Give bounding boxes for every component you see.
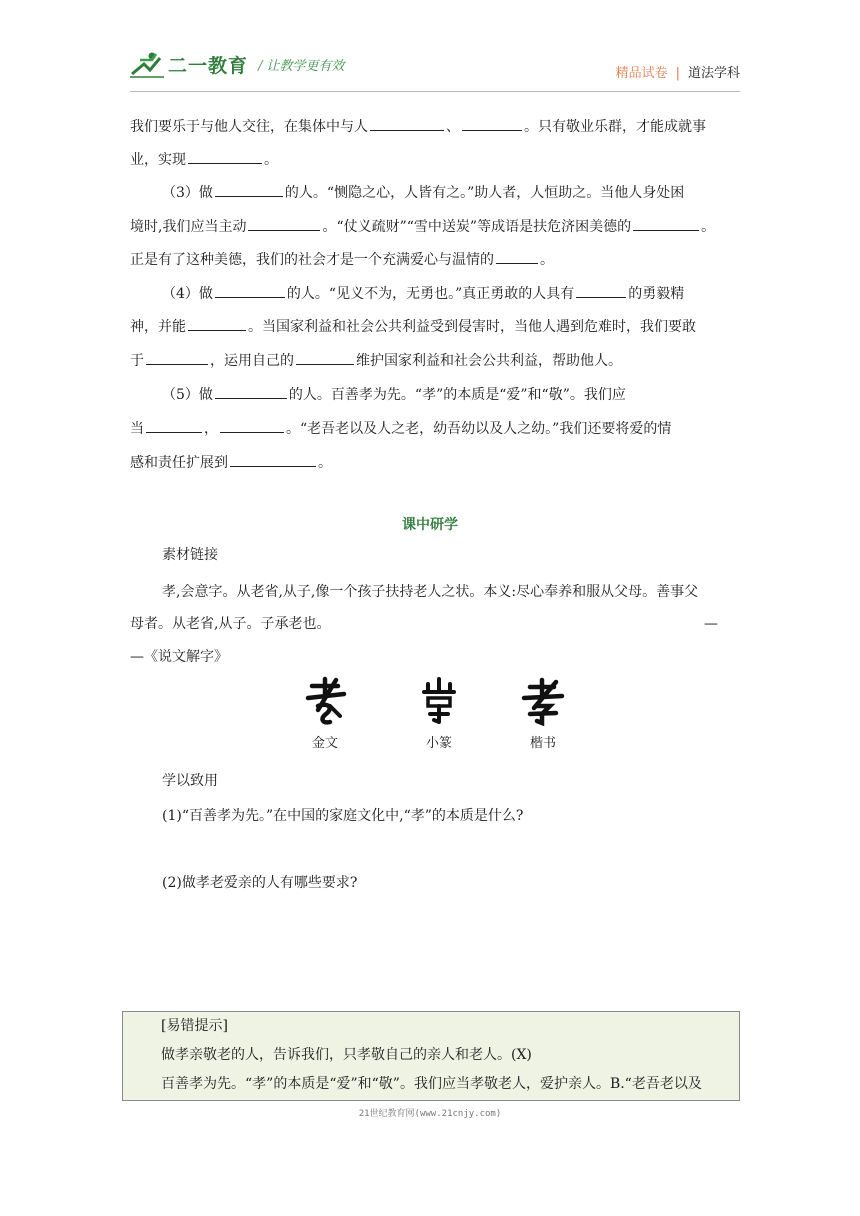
logo (130, 50, 344, 78)
apply-label: 学以致用 (162, 773, 218, 789)
header-divider (130, 91, 740, 92)
error-tip-box (122, 1011, 740, 1101)
material-text-line-1: 孝,会意字。从老省,从子,像一个孩子扶持老人之状。本义:尽心奉养和服从父母。善事父 (162, 584, 699, 600)
header-premium-label: 精品试卷 (615, 66, 668, 81)
xiao-small-seal-icon (414, 676, 464, 726)
fill-blank[interactable] (188, 149, 262, 164)
text-line-10: 当 ， 。“老吾老以及人之老，幼吾幼以及人之幼。”我们还要将爱的情 (130, 418, 671, 439)
logo-text: 二一教育 (168, 54, 249, 77)
glyph-small-seal (402, 676, 476, 751)
fill-blank[interactable] (633, 216, 699, 231)
text-line-1: 我们要乐于与他人交往，在集体中与人 、 。只有敬业乐群，才能成就事 (130, 116, 706, 137)
question-2: (2)做孝老爱亲的人有哪些要求? (162, 875, 358, 891)
text-line-4: 境时,我们应当主动 。“仗义疏财”“雪中送炭”等成语是扶危济困美德的 。 (130, 216, 715, 237)
fill-blank[interactable] (146, 350, 208, 365)
fill-blank[interactable] (215, 182, 283, 197)
material-label: 素材链接 (162, 547, 218, 563)
header-subject-label: 道法学科 (687, 66, 740, 81)
material-text-line-2: 母者。从老省,从子。子承老也。 (130, 616, 331, 632)
tip-line-2: 百善孝为先。“孝”的本质是“爱”和“敬”。我们应当孝敬老人，爱护亲人。B.“老吾老以及 (161, 1076, 702, 1092)
fill-blank[interactable] (215, 283, 285, 298)
text-line-5: 正是有了这种美德，我们的社会才是一个充满爱心与温情的 。 (130, 249, 554, 270)
glyph-caption: 楷书 (529, 736, 556, 751)
fill-blank[interactable] (215, 384, 287, 399)
fill-blank[interactable] (496, 249, 538, 264)
section-title: 课中研学 (402, 517, 458, 533)
text-line-2: 业，实现 。 (130, 149, 278, 170)
tip-line-1: 做孝亲敬老的人，告诉我们，只孝敬自己的亲人和老人。(X) (161, 1047, 532, 1063)
text-line-9: （5）做 的人。百善孝为先。“孝”的本质是“爱”和“敬”。我们应 (162, 384, 626, 405)
question-1: (1)“百善孝为先。”在中国的家庭文化中,“孝”的本质是什么? (162, 808, 524, 824)
fill-blank[interactable] (296, 350, 354, 365)
fill-blank[interactable] (576, 283, 626, 298)
glyph-bronze-script (288, 676, 362, 751)
glyph-caption: 金文 (311, 736, 338, 751)
runner-logo-icon (130, 50, 164, 78)
page-footer: 21世纪教育网(www.21cnjy.com) (358, 1109, 502, 1119)
text-line-6: （4）做 的人。“见义不为，无勇也。”真正勇敢的人具有 的勇毅精 (162, 283, 684, 304)
xiao-regular-script-icon (518, 676, 568, 726)
tip-title: [易错提示] (161, 1018, 228, 1034)
glyph-regular-script (506, 676, 580, 751)
source-citation: —《说文解字》 (130, 649, 228, 665)
xiao-bronze-script-icon (300, 676, 350, 726)
fill-blank[interactable] (230, 452, 316, 467)
fill-blank[interactable] (220, 418, 284, 433)
text-line-3: （3）做 的人。“恻隐之心，人皆有之。”助人者，人恒助之。当他人身处困 (162, 182, 684, 203)
text-line-11: 感和责任扩展到 。 (130, 452, 332, 473)
slogan: / 让教学更有效 (258, 58, 345, 74)
fill-blank[interactable] (370, 116, 444, 131)
header-right: 精品试卷 | 道法学科 (615, 66, 740, 81)
fill-blank[interactable] (248, 216, 320, 231)
fill-blank[interactable] (146, 418, 202, 433)
page-header (130, 42, 740, 92)
text-line-7: 神，并能 。当国家利益和社会公共利益受到侵害时，当他人遇到危难时，我们要敢 (130, 316, 696, 337)
glyph-caption: 小篆 (425, 736, 452, 751)
fill-blank[interactable] (188, 316, 246, 331)
source-dash: — (704, 616, 718, 632)
text-line-8: 于 ，运用自己的 维护国家利益和社会公共利益，帮助他人。 (130, 350, 622, 371)
fill-blank[interactable] (462, 116, 522, 131)
